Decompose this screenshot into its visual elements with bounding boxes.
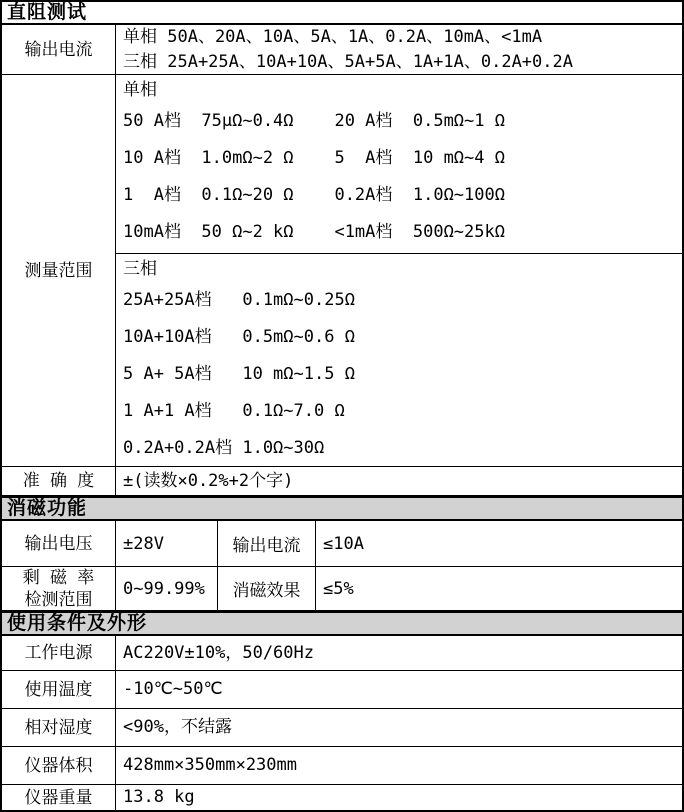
instrument-weight-value: 13.8 kg <box>123 787 195 807</box>
section-header-usage <box>2 611 682 636</box>
row-label-power-supply <box>2 636 115 670</box>
operating-temperature-value: -10℃~50℃ <box>123 679 223 699</box>
power-supply-value: AC220V±10%，50/60Hz <box>123 642 314 663</box>
row-label-relative-humidity <box>2 709 115 746</box>
accuracy-value: ±(读数×0.2%+2个字) <box>123 470 294 491</box>
row-label-output-voltage <box>2 521 115 566</box>
row-value-instrument-volume <box>115 747 682 784</box>
row-label-text: 相对湿度 <box>24 717 93 738</box>
table-row-instrument-weight <box>2 785 682 810</box>
table-row-accuracy <box>2 467 682 496</box>
row-label-text: 测量范围 <box>24 260 93 281</box>
row-label-instrument-weight <box>2 785 115 810</box>
row-label-text-line1: 剩 磁 率 <box>22 567 95 588</box>
row-label-text: 输出电压 <box>24 533 93 554</box>
cell-remanence-range-value: 0~99.99% <box>115 567 217 610</box>
row-label-measure-range <box>2 75 115 466</box>
row-value-measure-range <box>115 75 682 466</box>
cell-output-current-label: 输出电流 <box>217 521 315 566</box>
output-current-single-phase: 单相 50A、20A、10A、5A、1A、0.2A、10mA、<1mA <box>123 26 543 47</box>
spec-line: 1 A+1 A档 0.1Ω~7.0 Ω <box>123 401 345 421</box>
table-row-relative-humidity <box>2 709 682 747</box>
measure-range-three-phase-block <box>116 253 682 469</box>
row-label-instrument-volume <box>2 747 115 784</box>
cell-output-current-value: ≤10A <box>315 521 682 566</box>
row-label-remanence-range <box>2 567 115 610</box>
spec-line: 25A+25A档 0.1mΩ~0.25Ω <box>123 290 355 310</box>
section-title: 直阻测试 <box>7 1 88 23</box>
table-row-operating-temperature <box>2 671 682 709</box>
table-row-power-supply <box>2 636 682 671</box>
row-label-text: 工作电源 <box>24 643 93 663</box>
spec-line: 0.2A+0.2A档 1.0Ω~30Ω <box>123 438 325 458</box>
three-phase-title: 三相 <box>123 259 157 279</box>
row-label-text: 仪器重量 <box>24 787 93 808</box>
row-label-output-current <box>2 25 115 74</box>
row-label-text: 仪器体积 <box>24 755 93 776</box>
row-label-text: 准 确 度 <box>22 471 95 491</box>
cell-output-voltage-value: ±28V <box>115 521 217 566</box>
row-value-accuracy <box>115 467 682 495</box>
output-current-three-phase: 三相 25A+25A、10A+10A、5A+5A、1A+1A、0.2A+0.2A <box>123 51 573 72</box>
row-label-text-line2: 检测范围 <box>24 589 93 610</box>
row-value-output-current <box>115 25 682 74</box>
cell-demag-effect-value: ≤5% <box>315 567 682 610</box>
row-value-instrument-weight <box>115 785 682 810</box>
row-value-operating-temperature <box>115 671 682 708</box>
relative-humidity-value: <90%，不结露 <box>123 717 232 737</box>
row-label-text: 输出电流 <box>24 39 93 60</box>
row-label-operating-temperature <box>2 671 115 708</box>
section-header-dc-test <box>2 2 682 25</box>
table-row-demag-voltage-current <box>2 521 682 567</box>
row-label-accuracy <box>2 467 115 495</box>
section-title: 消磁功能 <box>7 497 88 519</box>
spec-line: 10 A档 1.0mΩ~2 Ω 5 A档 10 mΩ~4 Ω <box>123 148 505 168</box>
spec-line: 50 A档 75μΩ~0.4Ω 20 A档 0.5mΩ~1 Ω <box>123 111 505 131</box>
table-row-output-current <box>2 25 682 75</box>
cell-demag-effect-label: 消磁效果 <box>217 567 315 610</box>
spec-line: 1 A档 0.1Ω~20 Ω 0.2A档 1.0Ω~100Ω <box>123 185 505 205</box>
section-title: 使用条件及外形 <box>7 612 148 634</box>
table-row-demag-remanence-effect <box>2 567 682 611</box>
table-row-measure-range <box>2 75 682 467</box>
table-row-instrument-volume <box>2 747 682 785</box>
row-value-power-supply <box>115 636 682 670</box>
section-header-demag <box>2 496 682 521</box>
measure-range-single-phase-block <box>116 75 682 253</box>
spec-line: 10A+10A档 0.5mΩ~0.6 Ω <box>123 327 355 347</box>
spec-line: 5 A+ 5A档 10 mΩ~1.5 Ω <box>123 364 355 384</box>
instrument-volume-value: 428mm×350mm×230mm <box>123 755 297 775</box>
row-value-relative-humidity <box>115 709 682 746</box>
row-label-text: 使用温度 <box>24 679 93 700</box>
spec-line: 10mA档 50 Ω~2 kΩ <1mA档 500Ω~25kΩ <box>123 222 505 242</box>
single-phase-title: 单相 <box>123 80 157 100</box>
